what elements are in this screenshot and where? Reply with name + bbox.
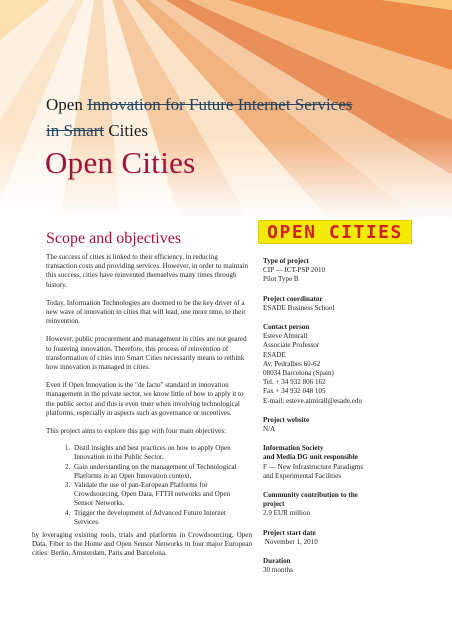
section-heading: Scope and objectives [46,230,182,247]
field-value: Fax + 34 932 048 105 [263,387,326,396]
objective-item: 4. Trigger the development of Advanced Future Internet Services. [72,509,249,527]
field-label: and Media DG unit responsible [263,453,358,462]
body-paragraph: This project aims to explore this gap with four main objectives: [46,427,227,436]
field-value: Associate Professor [263,341,320,350]
field-label: Duration [263,557,291,566]
dg-unit-responsible [263,444,438,481]
objective-item: 2. Gain understanding on the management of Technological Platforms in an Open Innovation context. [72,463,249,481]
objectives-list [46,444,249,527]
project-website [263,416,438,434]
field-label: Project start date [263,528,316,537]
field-label: Project coordinator [263,294,323,303]
field-value: ESADE [263,350,286,359]
subtitle-prefix: Open [46,95,88,114]
field-value: Esteve Almirall [263,332,308,341]
field-value: N/A [263,425,276,434]
body-paragraph: The success of cities is linked to their efficiency, in reducing transaction costs and providing services. However, in order to maintain this success, cities have reinvented themselves many times through history. [46,253,249,289]
contact-email[interactable]: E-mail: esteve.almirall@esade.edu [263,396,362,405]
subtitle-suffix: Cities [104,121,149,140]
field-label: project [263,500,285,509]
field-value: CIP — ICT-PSP 2010 [263,266,326,275]
open-cities-logo [258,220,412,244]
body-paragraph: Today, Information Technologies are doomed to be the key driver of a new wave of innovation in cities that will lead, one more time, to their reinvention. [46,298,246,326]
project-duration [263,557,438,575]
subtitle-strikethrough-2: in Smart [46,121,105,140]
objective-item: 3. Validate the use of pan-European Platforms for Crowdsourcing, Open Data, FTTH networks and Open Sensor Networks. [72,481,249,509]
closing-paragraph: by leveraging existing tools, trials and platforms in Crowdsourcing, Open Data, Fiber to the Home and Open Sensor Networks in four major European cities: Berlin, Amsterdam, Paris and Barcelona. [32,531,252,558]
field-value: November 1, 2010 [263,537,318,546]
page-title: Open Cities [45,145,196,180]
field-value: Pilot Type B [263,275,299,284]
body-paragraph: However, public procurement and management in cities are not geared to fostering innovation. Therefore, this process of reinvention of transformation of cities into Smart Cities necessarily means to rethink how innovation is managed in cities. [46,335,247,372]
contact-person [263,323,438,406]
logo-text: OPEN CITIES [267,222,403,243]
field-value: F — New Infrastructure Paradigms [263,462,364,471]
field-label: Type of project [263,257,309,265]
field-value: 08034 Barcelona (Spain) [263,369,334,378]
community-contribution [263,491,438,519]
field-value: 30 months [263,566,293,575]
project-start-date [263,529,438,547]
project-info-sidebar [263,257,438,585]
type-of-project [263,257,438,285]
field-value: ESADE Business School [263,303,335,312]
project-coordinator [263,295,438,313]
objective-item: 1. Distil insights and best practices on how to apply Open Innovation in the Public Sector. [72,444,249,462]
field-value: Av. Pedralbes 60-62 [263,359,321,368]
field-value: and Experimental Facilities [263,471,342,480]
field-label: Information Society [263,444,324,453]
field-value: 2.9 EUR million [263,509,311,518]
field-label: Project website [263,415,310,424]
body-paragraph: Even if Open Innovation is the "de facto" standard in innovation management in the private sector, we know little of how to apply it to the public sector and this is even truer when involving technological platforms, especially in aspects such as governance or incentives. [46,381,244,417]
field-label: Contact person [263,323,310,332]
field-value: Tel. + 34 932 806 162 [263,378,326,387]
subtitle-strikethrough-1: Innovation for Future Internet Services [87,95,353,114]
project-subtitle [46,92,406,144]
scope-body [46,253,249,533]
field-label: Community contribution to the [263,491,358,500]
